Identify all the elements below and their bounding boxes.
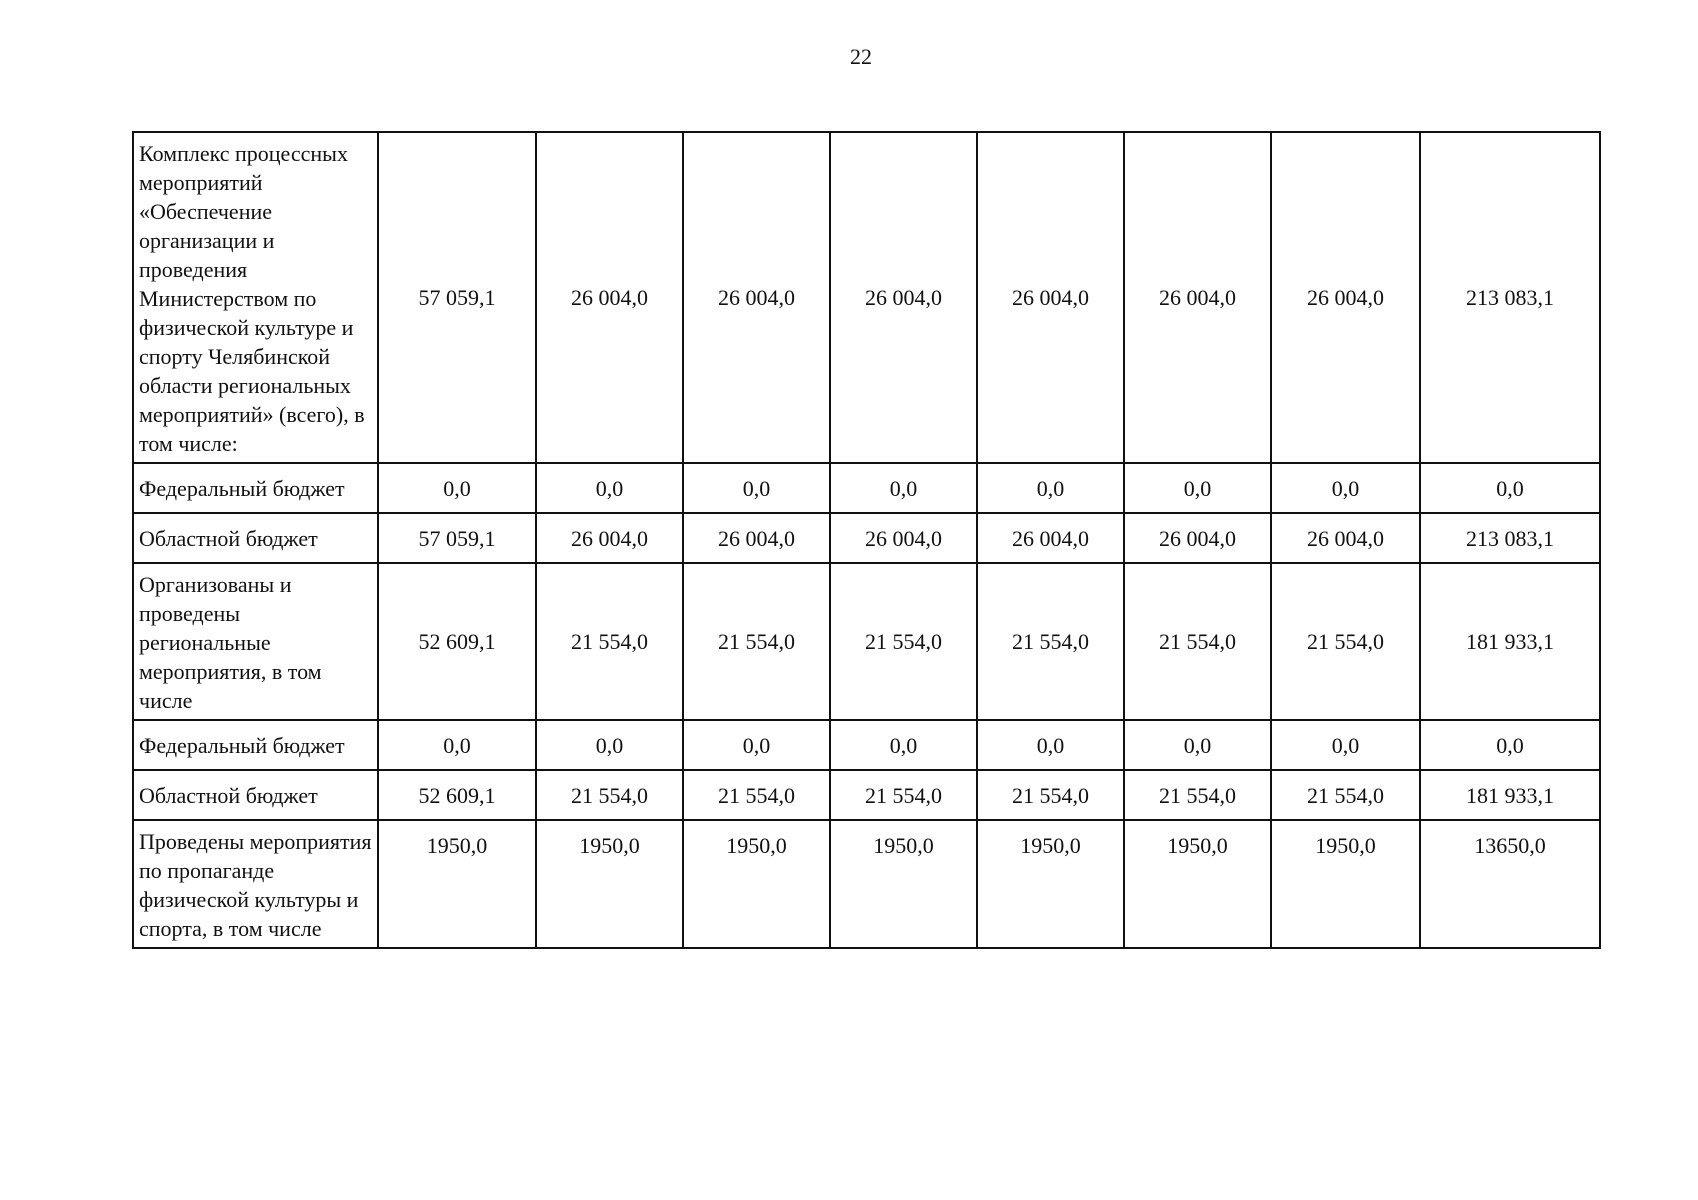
total-cell: 213 083,1 bbox=[1420, 132, 1600, 463]
table-row bbox=[133, 770, 1600, 820]
value-cell: 26 004,0 bbox=[536, 513, 683, 563]
value-cell: 0,0 bbox=[1271, 463, 1420, 513]
value-cell: 0,0 bbox=[977, 463, 1124, 513]
value-cell: 21 554,0 bbox=[536, 770, 683, 820]
value-cell: 0,0 bbox=[536, 463, 683, 513]
table-row bbox=[133, 513, 1600, 563]
total-cell: 181 933,1 bbox=[1420, 770, 1600, 820]
row-label: Федеральный бюджет bbox=[133, 463, 378, 513]
value-cell: 26 004,0 bbox=[1124, 513, 1271, 563]
value-cell: 1950,0 bbox=[830, 820, 977, 948]
value-cell: 21 554,0 bbox=[1124, 770, 1271, 820]
value-cell: 26 004,0 bbox=[830, 513, 977, 563]
row-label: Областной бюджет bbox=[133, 513, 378, 563]
value-cell: 26 004,0 bbox=[536, 132, 683, 463]
value-cell: 1950,0 bbox=[1271, 820, 1420, 948]
value-cell: 0,0 bbox=[1124, 463, 1271, 513]
value-cell: 21 554,0 bbox=[977, 563, 1124, 720]
total-cell: 213 083,1 bbox=[1420, 513, 1600, 563]
value-cell: 1950,0 bbox=[378, 820, 536, 948]
value-cell: 26 004,0 bbox=[1271, 513, 1420, 563]
value-cell: 26 004,0 bbox=[977, 132, 1124, 463]
table-row bbox=[133, 563, 1600, 720]
value-cell: 21 554,0 bbox=[1271, 563, 1420, 720]
value-cell: 0,0 bbox=[536, 720, 683, 770]
value-cell: 0,0 bbox=[830, 720, 977, 770]
value-cell: 0,0 bbox=[378, 720, 536, 770]
row-label: Областной бюджет bbox=[133, 770, 378, 820]
value-cell: 57 059,1 bbox=[378, 513, 536, 563]
value-cell: 0,0 bbox=[1124, 720, 1271, 770]
budget-table bbox=[132, 131, 1601, 949]
value-cell: 0,0 bbox=[378, 463, 536, 513]
value-cell: 21 554,0 bbox=[683, 770, 830, 820]
value-cell: 1950,0 bbox=[536, 820, 683, 948]
table-row bbox=[133, 820, 1600, 948]
value-cell: 0,0 bbox=[977, 720, 1124, 770]
row-label: Комплекс процессных мероприятий «Обеспечение организации и проведения Министерством по физической культуре и спорту Челябинской области региональных мероприятий» (всего), в том числе: bbox=[133, 132, 378, 463]
value-cell: 21 554,0 bbox=[683, 563, 830, 720]
value-cell: 21 554,0 bbox=[830, 770, 977, 820]
table-row bbox=[133, 720, 1600, 770]
value-cell: 21 554,0 bbox=[536, 563, 683, 720]
value-cell: 21 554,0 bbox=[830, 563, 977, 720]
total-cell: 181 933,1 bbox=[1420, 563, 1600, 720]
value-cell: 26 004,0 bbox=[830, 132, 977, 463]
table-row bbox=[133, 463, 1600, 513]
value-cell: 26 004,0 bbox=[1124, 132, 1271, 463]
table-row bbox=[133, 132, 1600, 463]
value-cell: 1950,0 bbox=[1124, 820, 1271, 948]
value-cell: 0,0 bbox=[830, 463, 977, 513]
total-cell: 0,0 bbox=[1420, 463, 1600, 513]
value-cell: 26 004,0 bbox=[1271, 132, 1420, 463]
value-cell: 52 609,1 bbox=[378, 563, 536, 720]
value-cell: 26 004,0 bbox=[683, 132, 830, 463]
row-label: Проведены мероприятия по пропаганде физической культуры и спорта, в том числе bbox=[133, 820, 378, 948]
value-cell: 52 609,1 bbox=[378, 770, 536, 820]
value-cell: 26 004,0 bbox=[977, 513, 1124, 563]
row-label: Федеральный бюджет bbox=[133, 720, 378, 770]
value-cell: 57 059,1 bbox=[378, 132, 536, 463]
row-label: Организованы и проведены региональные мероприятия, в том числе bbox=[133, 563, 378, 720]
value-cell: 0,0 bbox=[683, 720, 830, 770]
value-cell: 21 554,0 bbox=[1271, 770, 1420, 820]
total-cell: 0,0 bbox=[1420, 720, 1600, 770]
page-number: 22 bbox=[850, 44, 872, 69]
value-cell: 1950,0 bbox=[977, 820, 1124, 948]
value-cell: 1950,0 bbox=[683, 820, 830, 948]
value-cell: 21 554,0 bbox=[977, 770, 1124, 820]
value-cell: 0,0 bbox=[683, 463, 830, 513]
value-cell: 0,0 bbox=[1271, 720, 1420, 770]
value-cell: 26 004,0 bbox=[683, 513, 830, 563]
total-cell: 13650,0 bbox=[1420, 820, 1600, 948]
value-cell: 21 554,0 bbox=[1124, 563, 1271, 720]
